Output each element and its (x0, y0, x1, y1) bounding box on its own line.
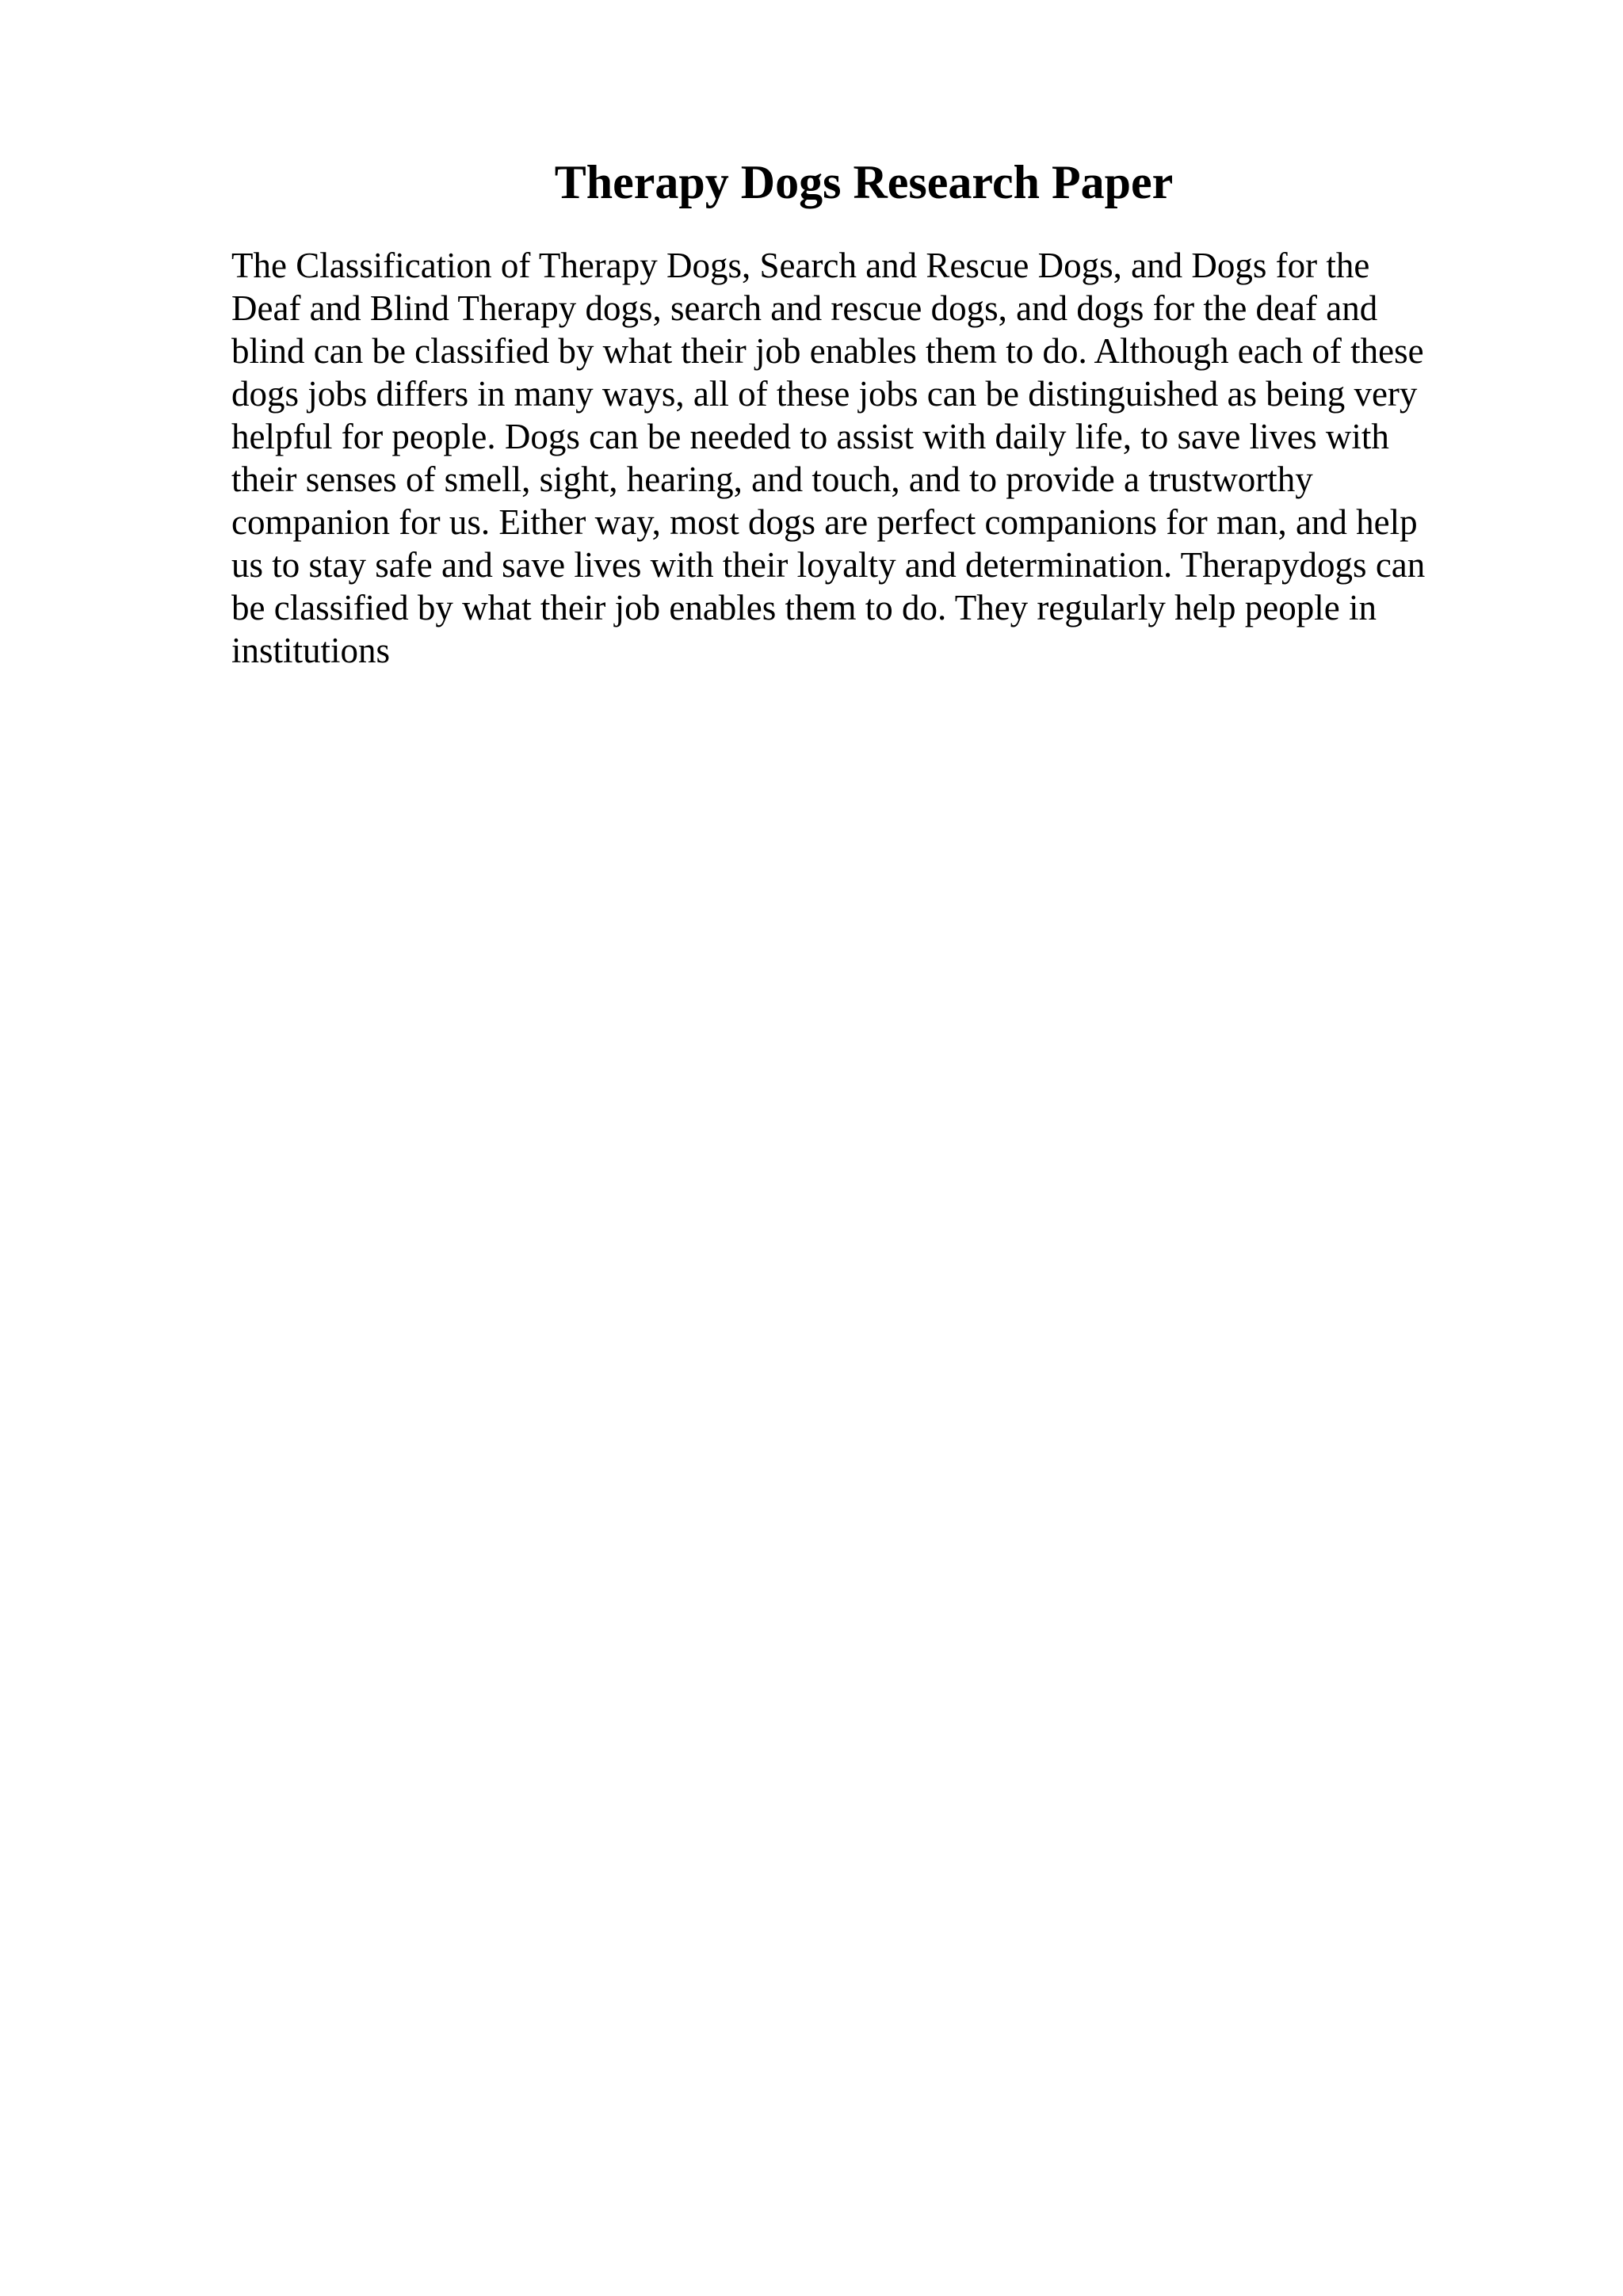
paragraph-line: companion for us. Either way, most dogs are perfect companions for man, and help (231, 502, 1418, 542)
paragraph-line: their senses of smell, sight, hearing, and touch, and to provide a trustworthy (231, 460, 1313, 499)
body-paragraph (231, 244, 1499, 672)
paragraph-line: Deaf and Blind Therapy dogs, search and rescue dogs, and dogs for the deaf and (231, 288, 1378, 328)
document-title: Therapy Dogs Research Paper (554, 156, 1174, 208)
paragraph-line: us to stay safe and save lives with their loyalty and determination. Therapydogs can (231, 545, 1426, 585)
paragraph-line: dogs jobs differs in many ways, all of these jobs can be distinguished as being very (231, 374, 1418, 414)
paragraph-line: institutions (231, 631, 391, 670)
paragraph-line: The Classification of Therapy Dogs, Search and Rescue Dogs, and Dogs for the (231, 246, 1370, 285)
paragraph-line: be classified by what their job enables them to do. They regularly help people in (231, 588, 1377, 627)
paragraph-line: helpful for people. Dogs can be needed to assist with daily life, to save lives with (231, 417, 1389, 456)
paragraph-line: blind can be classified by what their job enables them to do. Although each of these (231, 331, 1424, 371)
